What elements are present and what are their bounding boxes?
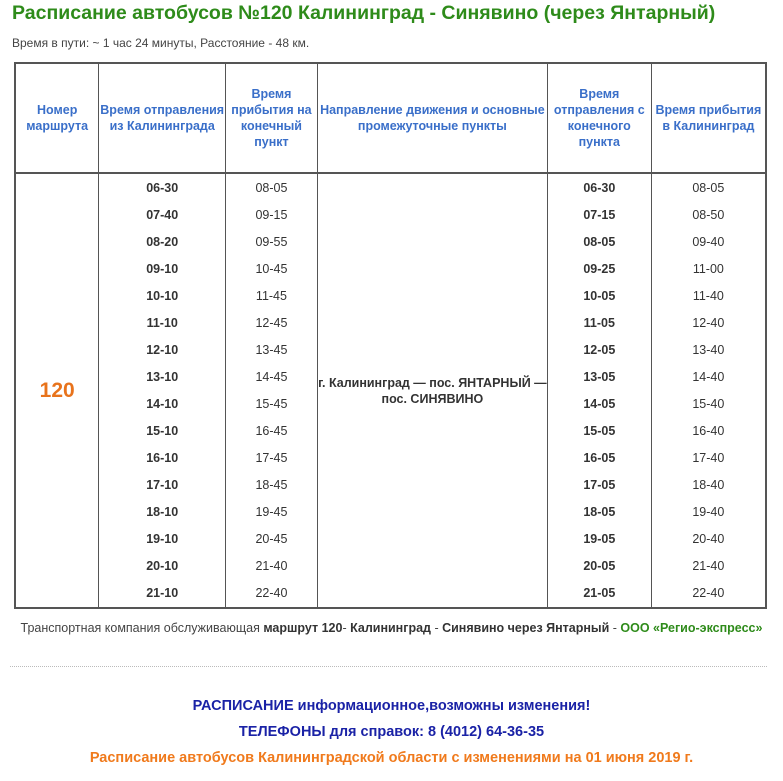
header-departure-terminal: Время отправления с конечного пункта bbox=[547, 63, 651, 173]
departure-kaliningrad-time: 12-10 bbox=[99, 336, 226, 363]
departure-kaliningrad-time: 11-10 bbox=[99, 309, 226, 336]
departure-terminal-time: 18-05 bbox=[547, 499, 651, 526]
arrival-kaliningrad-time: 09-40 bbox=[651, 228, 766, 255]
departure-kaliningrad-time: 08-20 bbox=[99, 228, 226, 255]
arrival-kaliningrad-time: 22-40 bbox=[651, 580, 766, 608]
arrival-terminal-time: 22-40 bbox=[226, 580, 318, 608]
arrival-kaliningrad-time: 12-40 bbox=[651, 309, 766, 336]
arrival-terminal-time: 13-45 bbox=[226, 336, 318, 363]
departure-terminal-time: 15-05 bbox=[547, 417, 651, 444]
arrival-terminal-time: 15-45 bbox=[226, 390, 318, 417]
trip-info: Время в пути: ~ 1 час 24 минуты, Расстояние - 48 км. bbox=[12, 36, 310, 50]
departure-kaliningrad-time: 17-10 bbox=[99, 472, 226, 499]
header-route-number: Номер маршрута bbox=[15, 63, 99, 173]
departure-kaliningrad-time: 06-30 bbox=[99, 173, 226, 201]
divider bbox=[10, 666, 767, 667]
departure-terminal-time: 17-05 bbox=[547, 472, 651, 499]
table-header-row bbox=[15, 63, 766, 173]
departure-terminal-time: 14-05 bbox=[547, 390, 651, 417]
arrival-kaliningrad-time: 11-00 bbox=[651, 255, 766, 282]
arrival-terminal-time: 17-45 bbox=[226, 445, 318, 472]
departure-terminal-time: 11-05 bbox=[547, 309, 651, 336]
carrier-sep-1: - bbox=[342, 621, 351, 635]
arrival-kaliningrad-time: 16-40 bbox=[651, 417, 766, 444]
arrival-kaliningrad-time: 17-40 bbox=[651, 445, 766, 472]
carrier-sep-2: - bbox=[430, 621, 443, 635]
departure-kaliningrad-time: 19-10 bbox=[99, 526, 226, 553]
carrier-city-to: Синявино через Янтарный bbox=[442, 621, 610, 635]
carrier-company-link[interactable]: ООО «Регио-экспресс» bbox=[620, 621, 763, 635]
arrival-kaliningrad-time: 19-40 bbox=[651, 499, 766, 526]
departure-terminal-time: 10-05 bbox=[547, 282, 651, 309]
carrier-route: маршрут 120 bbox=[263, 621, 343, 635]
carrier-city-from: Калининград bbox=[350, 621, 431, 635]
phones-info: ТЕЛЕФОНЫ для справок: 8 (4012) 64-36-35 bbox=[238, 724, 545, 740]
departure-terminal-time: 20-05 bbox=[547, 553, 651, 580]
header-arrival-terminal: Время прибытия на конечный пункт bbox=[226, 63, 318, 173]
header-departure-kaliningrad: Время отправления из Калининграда bbox=[99, 63, 226, 173]
table-row bbox=[15, 173, 766, 201]
carrier-sep-3: - bbox=[609, 621, 621, 635]
departure-terminal-time: 07-15 bbox=[547, 201, 651, 228]
departure-kaliningrad-time: 14-10 bbox=[99, 390, 226, 417]
page-title: Расписание автобусов №120 Калининград - Синявино (через Янтарный) bbox=[12, 2, 716, 24]
carrier-prefix: Транспортная компания обслуживающая bbox=[20, 621, 264, 635]
arrival-kaliningrad-time: 18-40 bbox=[651, 472, 766, 499]
arrival-terminal-time: 18-45 bbox=[226, 472, 318, 499]
arrival-kaliningrad-time: 15-40 bbox=[651, 390, 766, 417]
departure-terminal-time: 21-05 bbox=[547, 580, 651, 608]
arrival-kaliningrad-time: 11-40 bbox=[651, 282, 766, 309]
arrival-kaliningrad-time: 08-50 bbox=[651, 201, 766, 228]
departure-terminal-time: 16-05 bbox=[547, 445, 651, 472]
arrival-terminal-time: 09-55 bbox=[226, 228, 318, 255]
schedule-table bbox=[14, 62, 767, 609]
departure-kaliningrad-time: 18-10 bbox=[99, 499, 226, 526]
departure-terminal-time: 06-30 bbox=[547, 173, 651, 201]
departure-kaliningrad-time: 13-10 bbox=[99, 363, 226, 390]
header-arrival-kaliningrad: Время прибытия в Калининград bbox=[651, 63, 766, 173]
header-direction: Направление движения и основные промежуточные пункты bbox=[317, 63, 547, 173]
carrier-info bbox=[0, 620, 783, 636]
arrival-terminal-time: 16-45 bbox=[226, 417, 318, 444]
departure-kaliningrad-time: 16-10 bbox=[99, 445, 226, 472]
arrival-terminal-time: 14-45 bbox=[226, 363, 318, 390]
arrival-kaliningrad-time: 21-40 bbox=[651, 553, 766, 580]
arrival-terminal-time: 10-45 bbox=[226, 255, 318, 282]
departure-kaliningrad-time: 07-40 bbox=[99, 201, 226, 228]
arrival-terminal-time: 19-45 bbox=[226, 499, 318, 526]
route-number: 120 bbox=[15, 173, 99, 608]
departure-terminal-time: 08-05 bbox=[547, 228, 651, 255]
departure-terminal-time: 12-05 bbox=[547, 336, 651, 363]
departure-kaliningrad-time: 15-10 bbox=[99, 417, 226, 444]
arrival-terminal-time: 20-45 bbox=[226, 526, 318, 553]
schedule-notice: РАСПИСАНИЕ информационное,возможны изменения! bbox=[192, 698, 591, 714]
arrival-kaliningrad-time: 08-05 bbox=[651, 173, 766, 201]
arrival-terminal-time: 09-15 bbox=[226, 201, 318, 228]
arrival-kaliningrad-time: 14-40 bbox=[651, 363, 766, 390]
departure-kaliningrad-time: 10-10 bbox=[99, 282, 226, 309]
arrival-terminal-time: 21-40 bbox=[226, 553, 318, 580]
departure-terminal-time: 09-25 bbox=[547, 255, 651, 282]
direction-text: г. Калининград — пос. ЯНТАРНЫЙ — пос. СИНЯВИНО bbox=[317, 173, 547, 608]
departure-kaliningrad-time: 20-10 bbox=[99, 553, 226, 580]
departure-terminal-time: 19-05 bbox=[547, 526, 651, 553]
arrival-terminal-time: 08-05 bbox=[226, 173, 318, 201]
arrival-terminal-time: 11-45 bbox=[226, 282, 318, 309]
updated-info: Расписание автобусов Калининградской области с изменениями на 01 июня 2019 г. bbox=[89, 750, 694, 766]
arrival-kaliningrad-time: 13-40 bbox=[651, 336, 766, 363]
departure-kaliningrad-time: 09-10 bbox=[99, 255, 226, 282]
departure-kaliningrad-time: 21-10 bbox=[99, 580, 226, 608]
departure-terminal-time: 13-05 bbox=[547, 363, 651, 390]
arrival-terminal-time: 12-45 bbox=[226, 309, 318, 336]
arrival-kaliningrad-time: 20-40 bbox=[651, 526, 766, 553]
